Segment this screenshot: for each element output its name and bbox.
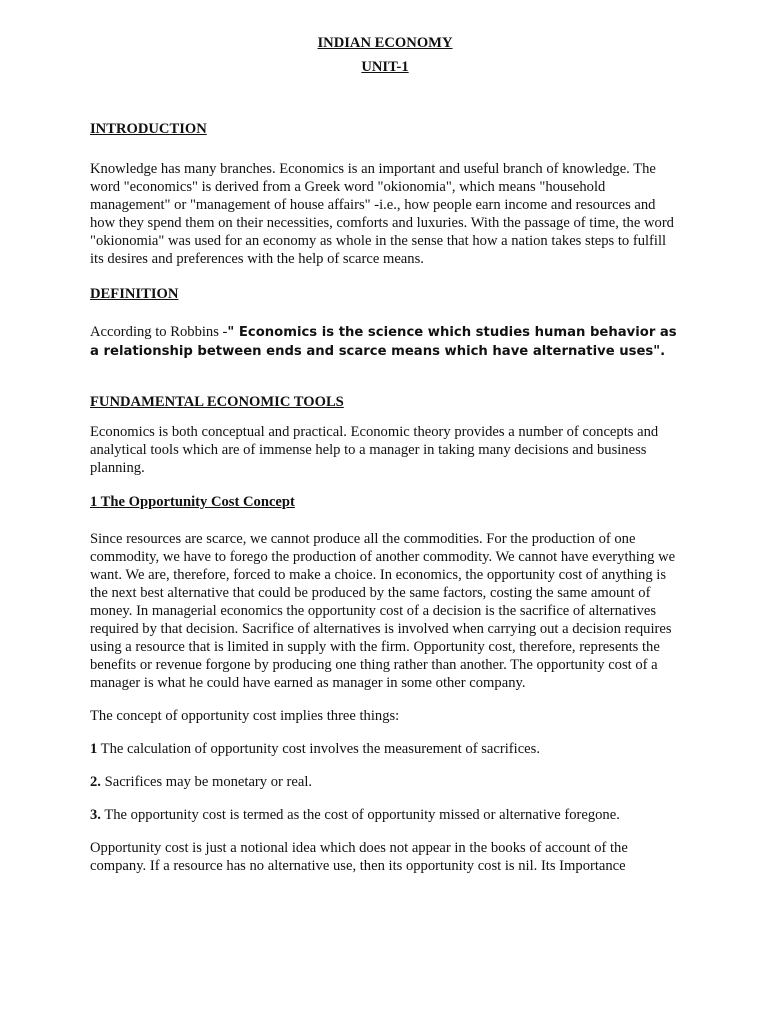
definition-quote: " Economics is the science which studies human behavior as a relationship between ends and scarce means which have alternative uses". xyxy=(90,325,677,359)
list-item-text: Sacrifices may be monetary or real. xyxy=(100,774,313,790)
opportunity-cost-heading: 1 The Opportunity Cost Concept xyxy=(90,494,295,510)
introduction-heading: INTRODUCTION xyxy=(90,121,207,137)
list-item-text: The opportunity cost is termed as the cost of opportunity missed or alternative foregone. xyxy=(100,807,620,823)
definition-paragraph xyxy=(90,323,680,361)
fundamental-tools-paragraph: Economics is both conceptual and practical. Economic theory provides a number of concepts and analytical tools which are of immense help to a manager in taking many decisions and business planning. xyxy=(90,424,659,476)
fundamental-tools-heading: FUNDAMENTAL ECONOMIC TOOLS xyxy=(90,394,344,410)
introduction-paragraph: Knowledge has many branches. Economics is an important and useful branch of knowledge. The word "economics" is derived from a Greek word "okionomia", which means "household management" or "management of house affairs" -i.e., how people earn income and resources and how they spend them on their necessities, comforts and luxuries. With the passage of time, the word "okionomia" was used for an economy as whole in the sense that how a nation takes steps to fulfill its desires and preferences with the help of scarce means. xyxy=(90,161,674,267)
list-item-number: 2. xyxy=(90,774,101,790)
definition-heading: DEFINITION xyxy=(90,286,179,302)
list-item-number: 1 xyxy=(90,741,98,757)
list-item xyxy=(90,806,680,824)
opportunity-cost-paragraph: Since resources are scarce, we cannot produce all the commodities. For the production of one commodity, we have to forego the production of another commodity. We cannot have everything we want. We are, therefore, forced to make a choice. In economics, the opportunity cost of anything is the next best alternative that could be produced by the same factors, costing the same amount of money. In managerial economics the opportunity cost of a decision is the sacrifice of alternatives required by that decision. Sacrifice of alternatives is involved when carrying out a decision requires using a resource that is limited in supply with the firm. Opportunity cost, therefore, represents the benefits or revenue forgone by producing one thing rather than another. The opportunity cost of a manager is what he could have earned as manager in some other company. xyxy=(90,531,676,691)
list-item xyxy=(90,740,680,758)
list-item-text: The calculation of opportunity cost involves the measurement of sacrifices. xyxy=(97,741,540,757)
document-page xyxy=(90,34,680,875)
document-title: INDIAN ECONOMY xyxy=(317,35,453,51)
list-item-number: 3. xyxy=(90,807,101,823)
list-item xyxy=(90,773,680,791)
opportunity-cost-closing: Opportunity cost is just a notional idea which does not appear in the books of account of the company. If a resource has no alternative use, then its opportunity cost is nil. Its Importance xyxy=(90,840,628,874)
definition-prefix: According to Robbins - xyxy=(90,324,228,340)
unit-title: UNIT-1 xyxy=(361,59,409,75)
opportunity-cost-implies: The concept of opportunity cost implies three things: xyxy=(90,708,400,724)
